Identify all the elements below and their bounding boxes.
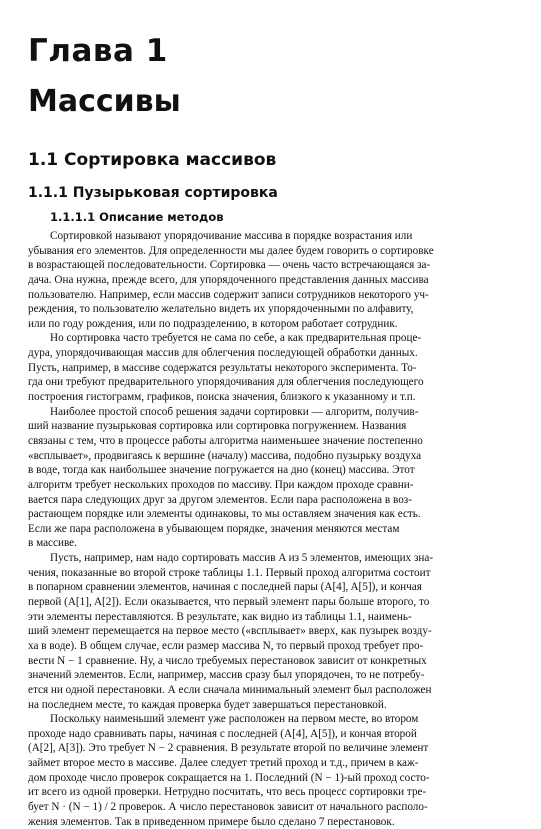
body-line: эти элементы переставляются. В результате, как видно из таблицы 1.1, наимень- <box>28 610 412 623</box>
body-line: построения гистограмм, графиков, поиска значения, близкого к указанному и т.п. <box>28 391 416 404</box>
body-line: ит всего из одной проверки. Нетрудно посчитать, что весь процесс сортировки тре- <box>28 786 427 799</box>
body-line: (A[2], A[3]). Это требует N − 2 сравнения. В результате второй по величине элемент <box>28 742 429 755</box>
section-heading: 1.1 Сортировка массивов <box>28 150 277 170</box>
body-line: чения, показанные во второй строке таблицы 1.1. Первый проход алгоритма состоит <box>28 566 431 579</box>
body-line: Сортировкой называют упорядочивание массива в порядке возрастания или <box>50 230 413 242</box>
body-line: Пусть, например, в массиве содержатся результаты некоторого эксперимента. То- <box>28 361 417 374</box>
body-line: дура, упорядочивающая массив для облегчения последующей обработки данных. <box>28 347 418 360</box>
body-line: на последнем месте, то каждая проверка будет завершаться перестановкой. <box>28 698 387 711</box>
body-line: в массиве. <box>28 537 77 550</box>
body-line: первой (A[1], A[2]). Если оказывается, что первый элемент пары больше второго, то <box>28 596 430 609</box>
body-line: проходе надо сравнивать пары, начиная с последней (A[4], A[5]), и кончая второй <box>28 727 417 740</box>
body-line: в попарном сравнении элементов, начиная с последней пары (A[4], A[5]), и кончая <box>28 581 422 594</box>
body-text <box>28 229 513 829</box>
body-line: займет второе место в массиве. Далее следует третий проход и т.д., причем в каж- <box>28 757 419 770</box>
body-line: дом проходе число проверок сокращается на 1. Последний (N − 1)-ый проход состо- <box>28 771 430 784</box>
body-line: Если же пара расположена в убывающем порядке, значения меняются местам <box>28 522 400 535</box>
body-line: алгоритм требует нескольких проходов по массиву. При каждом проходе сравни- <box>28 478 414 491</box>
body-line: бует N · (N − 1) / 2 проверок. А число перестановок зависит от начального располо- <box>28 800 428 813</box>
subsubsection-heading: 1.1.1.1 Описание методов <box>50 210 224 224</box>
chapter-label: Глава 1 <box>28 33 168 69</box>
body-line: реждения, то пользователю желательно видеть их упорядоченными по алфавиту, <box>28 303 414 316</box>
body-line: ха в воде). В общем случае, если размер массива N, то первый проход требует про- <box>28 639 424 652</box>
body-line: связаны с тем, что в процессе работы алгоритма наименьшее значение постепенно <box>28 434 423 447</box>
subsection-heading: 1.1.1 Пузырьковая сортировка <box>28 185 278 201</box>
body-line: Но сортировка часто требуется не сама по себе, а как предварительная проце- <box>50 332 422 345</box>
body-line: значений элементов. Если, например, массив сразу был упорядочен, то не потребу- <box>28 669 425 682</box>
body-line: пользователю. Например, если массив содержит записи сотрудников некоторого уч- <box>28 288 429 301</box>
body-line: или по году рождения, или по подразделению, в котором работает сотрудник. <box>28 317 398 330</box>
body-line: Пусть, например, нам надо сортировать массив A из 5 элементов, имеющих зна- <box>50 552 434 565</box>
body-line: в воде, тогда как наибольшее значение погружается на дно (конец) массива. Этот <box>28 464 415 477</box>
body-line: в возрастающей последовательности. Сортировка — очень часто встречающаяся за- <box>28 259 431 272</box>
body-line: гда они требуют предварительного упорядочивания для облегчения последующего <box>28 376 424 389</box>
body-line: вается пара следующих друг за другом элементов. Если пара расположена в воз- <box>28 493 412 506</box>
body-line: вести N − 1 сравнение. Ну, а число требуемых перестановок зависит от конкретных <box>28 654 427 667</box>
body-line: дача. Она нужна, прежде всего, для упорядоченного представления данных массива <box>28 273 429 286</box>
body-line: Поскольку наименьший элемент уже расположен на первом месте, во втором <box>50 713 419 726</box>
body-line: ется ни одной перестановки. А если сначала минимальный элемент был расположен <box>28 683 432 696</box>
body-line: Наиболее простой способ решения задачи сортировки — алгоритм, получив- <box>50 405 419 418</box>
body-line: ший название пузырьковая сортировка или сортировка погружением. Названия <box>28 420 407 433</box>
body-line: ший элемент перемещается на первое место («всплывает» вверх, как пузырек возду- <box>28 625 432 638</box>
body-line: растающем порядке или элементы одинаковы, то мы оставляем значения как есть. <box>28 508 421 521</box>
chapter-title: Массивы <box>28 84 181 119</box>
body-line: жения элементов. Так в приведенном примере было сделано 7 перестановок. <box>28 815 395 828</box>
body-line: убывания его элементов. Для определенности мы далее будем говорить о сортировке <box>28 244 434 257</box>
body-line: «всплывает», продвигаясь к вершине (началу) массива, подобно пузырьку воздуха <box>28 449 422 462</box>
